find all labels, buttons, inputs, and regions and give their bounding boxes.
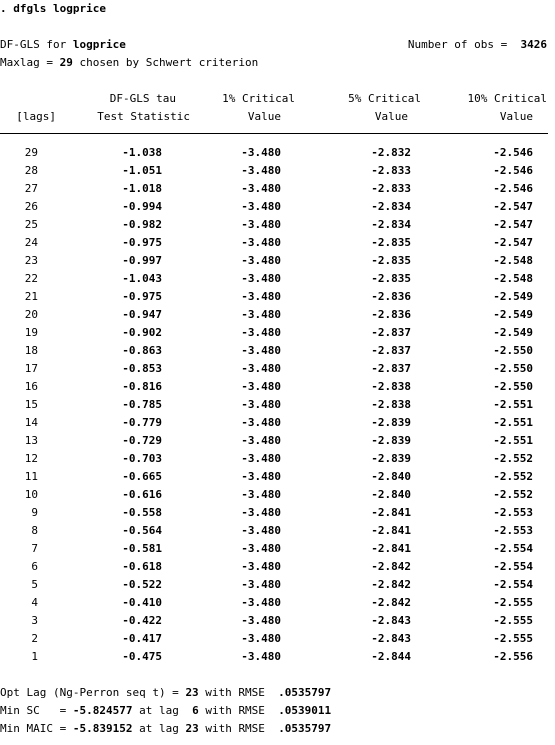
crit1-cell: -3.480: [241, 452, 281, 465]
table-row: [0, 506, 555, 524]
crit1-cell: -3.480: [241, 416, 281, 429]
lag-cell: 18: [24, 344, 38, 357]
tau-cell: -0.564: [122, 524, 162, 537]
crit10-cell: -2.549: [493, 308, 533, 321]
footer-lag: 23: [185, 722, 199, 735]
tau-cell: -0.982: [122, 218, 162, 231]
tau-cell: -0.475: [122, 650, 162, 663]
crit5-cell: -2.835: [371, 272, 411, 285]
table-row: [0, 614, 555, 632]
table-row: [0, 416, 555, 434]
tau-cell: -0.975: [122, 290, 162, 303]
lag-cell: 13: [24, 434, 38, 447]
crit1-cell: -3.480: [241, 236, 281, 249]
lag-cell: 17: [24, 362, 38, 375]
crit5-cell: -2.837: [371, 362, 411, 375]
obs-value: 3426: [520, 38, 547, 51]
crit1-cell: -3.480: [241, 560, 281, 573]
crit1-cell: -3.480: [241, 614, 281, 627]
crit10-cell: -2.550: [493, 344, 533, 357]
crit5-cell: -2.832: [371, 146, 411, 159]
tau-cell: -1.043: [122, 272, 162, 285]
crit1-cell: -3.480: [241, 398, 281, 411]
crit1-cell: -3.480: [241, 632, 281, 645]
tau-cell: -0.902: [122, 326, 162, 339]
table-row: [0, 398, 555, 416]
table-row: [0, 326, 555, 344]
crit1-cell: -3.480: [241, 326, 281, 339]
obs-label: Number of obs =: [407, 38, 521, 51]
table-row: [0, 146, 555, 164]
crit1-cell: -3.480: [241, 254, 281, 267]
crit1-cell: -3.480: [241, 200, 281, 213]
crit5-cell: -2.841: [371, 524, 411, 537]
lag-cell: 10: [24, 488, 38, 501]
table-row: [0, 344, 555, 362]
crit5-cell: -2.842: [371, 560, 411, 573]
table-row: [0, 632, 555, 650]
header-lags-bottom: [lags]: [16, 110, 56, 123]
crit1-cell: -3.480: [241, 362, 281, 375]
tau-cell: -0.729: [122, 434, 162, 447]
lag-cell: 8: [31, 524, 38, 537]
table-row: [0, 182, 555, 200]
crit5-cell: -2.836: [371, 290, 411, 303]
crit10-cell: -2.548: [493, 272, 533, 285]
header-tau-top: DF-GLS tau: [109, 92, 176, 105]
tau-cell: -0.947: [122, 308, 162, 321]
tau-cell: -0.665: [122, 470, 162, 483]
lag-cell: 20: [24, 308, 38, 321]
lag-cell: 16: [24, 380, 38, 393]
table-row: [0, 452, 555, 470]
crit1-cell: -3.480: [241, 506, 281, 519]
tau-cell: -1.051: [122, 164, 162, 177]
tau-cell: -0.853: [122, 362, 162, 375]
footer-lag: 6: [192, 704, 199, 717]
table-row: [0, 236, 555, 254]
crit10-cell: -2.552: [493, 470, 533, 483]
crit5-cell: -2.834: [371, 200, 411, 213]
header-tau-bottom: Test Statistic: [97, 110, 190, 123]
tau-cell: -0.785: [122, 398, 162, 411]
tau-cell: -0.581: [122, 542, 162, 555]
table-row: [0, 290, 555, 308]
crit10-cell: -2.552: [493, 488, 533, 501]
tau-cell: -0.994: [122, 200, 162, 213]
footer-line: [0, 686, 331, 699]
crit5-cell: -2.834: [371, 218, 411, 231]
table-row: [0, 272, 555, 290]
maxlag-prefix: Maxlag =: [0, 56, 60, 69]
crit10-cell: -2.555: [493, 632, 533, 645]
crit5-cell: -2.843: [371, 632, 411, 645]
table-row: [0, 218, 555, 236]
crit5-cell: -2.840: [371, 488, 411, 501]
crit1-cell: -3.480: [241, 434, 281, 447]
tau-cell: -0.816: [122, 380, 162, 393]
tau-cell: -0.422: [122, 614, 162, 627]
crit1-cell: -3.480: [241, 272, 281, 285]
tau-cell: -0.997: [122, 254, 162, 267]
crit10-cell: -2.556: [493, 650, 533, 663]
header-c10-top: 10% Critical: [467, 92, 547, 105]
crit10-cell: -2.547: [493, 236, 533, 249]
crit10-cell: -2.554: [493, 578, 533, 591]
lag-cell: 25: [24, 218, 38, 231]
crit5-cell: -2.839: [371, 434, 411, 447]
crit5-cell: -2.833: [371, 182, 411, 195]
crit5-cell: -2.839: [371, 452, 411, 465]
table-row: [0, 488, 555, 506]
table-row: [0, 254, 555, 272]
table-row: [0, 164, 555, 182]
crit10-cell: -2.552: [493, 452, 533, 465]
lag-cell: 26: [24, 200, 38, 213]
header-rule: [0, 133, 548, 134]
crit1-cell: -3.480: [241, 182, 281, 195]
crit10-cell: -2.549: [493, 290, 533, 303]
footer-stat: -5.839152: [72, 722, 133, 735]
lag-cell: 15: [24, 398, 38, 411]
footer-rmse: .0535797: [278, 722, 332, 735]
lag-cell: 29: [24, 146, 38, 159]
maxlag-value: 29: [59, 56, 73, 69]
tau-cell: -0.779: [122, 416, 162, 429]
crit5-cell: -2.836: [371, 308, 411, 321]
obs-line: [408, 38, 547, 51]
variable-name: logprice: [72, 38, 126, 51]
tau-cell: -1.038: [122, 146, 162, 159]
crit5-cell: -2.844: [371, 650, 411, 663]
table-row: [0, 434, 555, 452]
table-row: [0, 596, 555, 614]
lag-cell: 9: [31, 506, 38, 519]
table-row: [0, 560, 555, 578]
crit10-cell: -2.548: [493, 254, 533, 267]
crit5-cell: -2.843: [371, 614, 411, 627]
lag-cell: 11: [24, 470, 38, 483]
crit10-cell: -2.547: [493, 218, 533, 231]
tau-cell: -0.410: [122, 596, 162, 609]
crit10-cell: -2.546: [493, 146, 533, 159]
footer-line: [0, 704, 331, 717]
footer-label: Min SC =: [0, 704, 73, 717]
lag-cell: 27: [24, 182, 38, 195]
crit10-cell: -2.554: [493, 542, 533, 555]
footer-label: Min MAIC =: [0, 722, 73, 735]
crit5-cell: -2.837: [371, 344, 411, 357]
header-c10-bottom: Value: [499, 110, 533, 123]
table-row: [0, 362, 555, 380]
lag-cell: 2: [31, 632, 38, 645]
table-row: [0, 470, 555, 488]
crit5-cell: -2.842: [371, 596, 411, 609]
crit10-cell: -2.546: [493, 182, 533, 195]
title-prefix: DF-GLS for: [0, 38, 73, 51]
crit10-cell: -2.546: [493, 164, 533, 177]
lag-cell: 12: [24, 452, 38, 465]
table-row: [0, 650, 555, 668]
table-row: [0, 380, 555, 398]
crit1-cell: -3.480: [241, 380, 281, 393]
lag-cell: 1: [31, 650, 38, 663]
crit10-cell: -2.553: [493, 524, 533, 537]
lag-cell: 4: [31, 596, 38, 609]
crit1-cell: -3.480: [241, 488, 281, 501]
table-row: [0, 524, 555, 542]
lag-cell: 5: [31, 578, 38, 591]
maxlag-line: [0, 56, 258, 69]
crit10-cell: -2.551: [493, 416, 533, 429]
crit5-cell: -2.837: [371, 326, 411, 339]
tau-cell: -0.863: [122, 344, 162, 357]
tau-cell: -0.558: [122, 506, 162, 519]
crit1-cell: -3.480: [241, 596, 281, 609]
tau-cell: -0.703: [122, 452, 162, 465]
crit5-cell: -2.835: [371, 236, 411, 249]
tau-cell: -0.417: [122, 632, 162, 645]
crit5-cell: -2.835: [371, 254, 411, 267]
header-c1-bottom: Value: [247, 110, 281, 123]
footer-rmse: .0535797: [278, 686, 332, 699]
lag-cell: 6: [31, 560, 38, 573]
table-row: [0, 578, 555, 596]
footer-rmse: .0539011: [278, 704, 332, 717]
title-line: [0, 38, 126, 51]
crit1-cell: -3.480: [241, 470, 281, 483]
lag-cell: 22: [24, 272, 38, 285]
crit1-cell: -3.480: [241, 650, 281, 663]
crit5-cell: -2.841: [371, 542, 411, 555]
lag-cell: 19: [24, 326, 38, 339]
crit5-cell: -2.838: [371, 380, 411, 393]
crit1-cell: -3.480: [241, 218, 281, 231]
crit5-cell: -2.840: [371, 470, 411, 483]
header-c1-top: 1% Critical: [222, 92, 295, 105]
crit10-cell: -2.555: [493, 614, 533, 627]
tau-cell: -0.975: [122, 236, 162, 249]
crit1-cell: -3.480: [241, 164, 281, 177]
lag-cell: 21: [24, 290, 38, 303]
table-row: [0, 308, 555, 326]
crit10-cell: -2.547: [493, 200, 533, 213]
tau-cell: -0.618: [122, 560, 162, 573]
crit5-cell: -2.842: [371, 578, 411, 591]
command-line: . dfgls logprice: [0, 2, 106, 15]
header-c5-top: 5% Critical: [348, 92, 421, 105]
footer-lag: 23: [185, 686, 199, 699]
footer-line: [0, 722, 331, 735]
table-row: [0, 200, 555, 218]
crit5-cell: -2.838: [371, 398, 411, 411]
crit1-cell: -3.480: [241, 290, 281, 303]
crit10-cell: -2.553: [493, 506, 533, 519]
footer-mid: at lag: [132, 704, 193, 717]
footer-mid: at lag: [132, 722, 186, 735]
lag-cell: 23: [24, 254, 38, 267]
crit1-cell: -3.480: [241, 308, 281, 321]
lag-cell: 7: [31, 542, 38, 555]
maxlag-suffix: chosen by Schwert criterion: [72, 56, 259, 69]
footer-rmse-label: with RMSE: [198, 686, 279, 699]
lag-cell: 14: [24, 416, 38, 429]
crit1-cell: -3.480: [241, 344, 281, 357]
crit5-cell: -2.833: [371, 164, 411, 177]
header-c5-bottom: Value: [374, 110, 408, 123]
lag-cell: 28: [24, 164, 38, 177]
crit5-cell: -2.841: [371, 506, 411, 519]
crit5-cell: -2.839: [371, 416, 411, 429]
crit1-cell: -3.480: [241, 578, 281, 591]
crit10-cell: -2.555: [493, 596, 533, 609]
crit10-cell: -2.550: [493, 380, 533, 393]
crit1-cell: -3.480: [241, 146, 281, 159]
footer-label: Opt Lag (Ng-Perron seq t) =: [0, 686, 186, 699]
lag-cell: 24: [24, 236, 38, 249]
lag-cell: 3: [31, 614, 38, 627]
tau-cell: -0.616: [122, 488, 162, 501]
crit10-cell: -2.554: [493, 560, 533, 573]
footer-stat: -5.824577: [72, 704, 133, 717]
footer-rmse-label: with RMSE: [198, 704, 279, 717]
crit10-cell: -2.551: [493, 398, 533, 411]
crit10-cell: -2.550: [493, 362, 533, 375]
footer-rmse-label: with RMSE: [198, 722, 279, 735]
tau-cell: -1.018: [122, 182, 162, 195]
crit10-cell: -2.551: [493, 434, 533, 447]
crit10-cell: -2.549: [493, 326, 533, 339]
tau-cell: -0.522: [122, 578, 162, 591]
table-row: [0, 542, 555, 560]
crit1-cell: -3.480: [241, 542, 281, 555]
crit1-cell: -3.480: [241, 524, 281, 537]
